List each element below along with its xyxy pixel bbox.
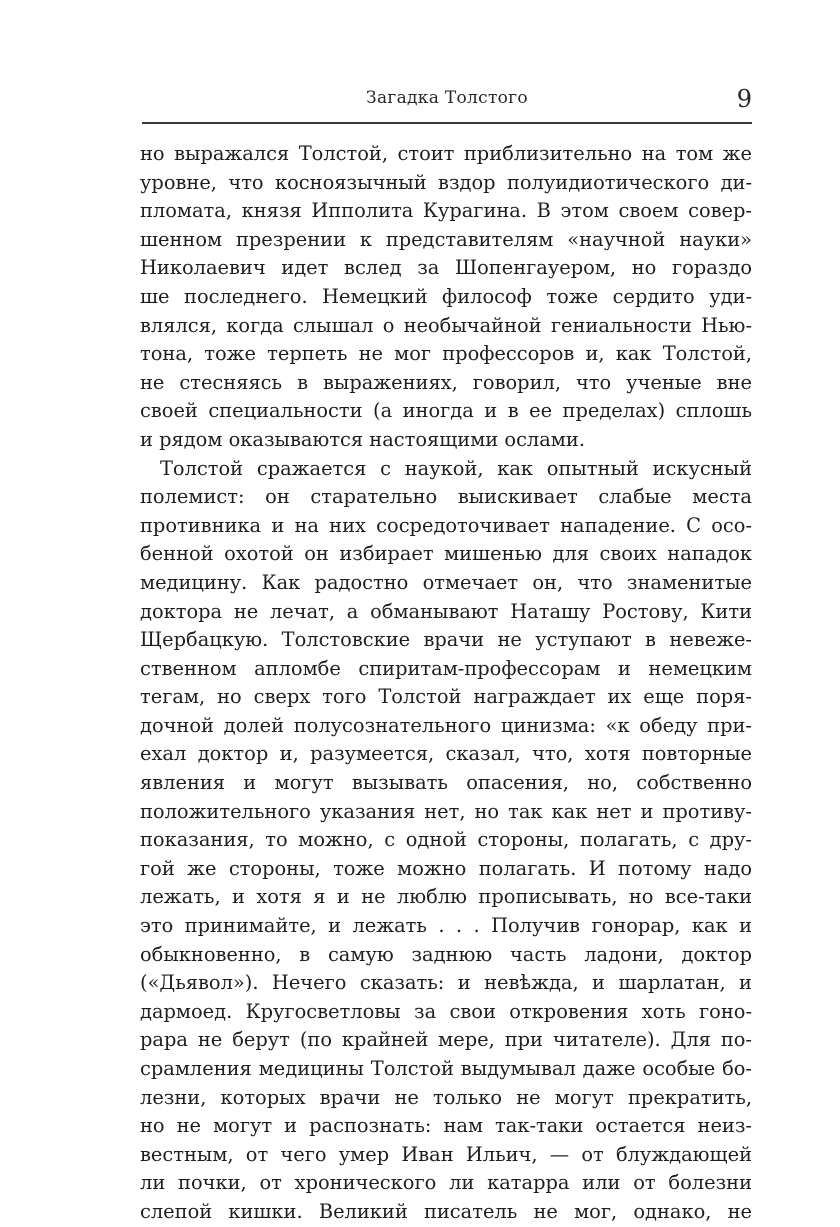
text-line: ехал доктор и, разумеется, сказал, что, хотя повторные (140, 742, 752, 766)
text-line: ственном апломбе спиритам-профессорам и немецким (140, 656, 752, 680)
page-number: 9 (736, 85, 752, 113)
text-line: это принимайте, и лежать . . . Получив гонорар, как и (140, 914, 752, 938)
running-head (142, 86, 752, 116)
text-line: но выражался Толстой, стоит приблизительно на том же (140, 142, 752, 165)
running-title: Загадка Толстого (366, 88, 528, 108)
text-line: гой же стороны, тоже можно полагать. И потому надо (140, 856, 752, 880)
text-line: вестным, от чего умер Иван Ильич, — от блуждающей (140, 1142, 752, 1166)
text-line: лезни, которых врачи не только не могут прекратить, (140, 1085, 752, 1109)
text-line: дармоед. Кругосветловы за свои откровения хоть гоно- (140, 999, 752, 1023)
header-rule (142, 122, 752, 124)
text-line: не стесняясь в выражениях, говорил, что ученые вне (140, 370, 752, 394)
text-line: дочной долей полусознательного цинизма: «к обеду при- (140, 713, 752, 737)
text-line: своей специальности (а иногда и в ее пределах) сплошь (140, 399, 752, 423)
text-line: («Дьявол»). Нечего сказать: и невѣжда, и шарлатан, и (140, 971, 752, 995)
text-line: рара не берут (по крайней мере, при читателе). Для по- (140, 1028, 752, 1052)
text-line: медицину. Как радостно отмечает он, что знаменитые (140, 570, 752, 594)
text-line: противника и на них сосредоточивает нападение. С осо- (140, 513, 752, 537)
text-line: Щербацкую. Толстовские врачи не уступают в невеже- (140, 628, 752, 652)
text-line: уровне, что косноязычный вздор полуидиотического ди- (140, 170, 752, 194)
paragraph-start-line: Толстой сражается с наукой, как опытный искусный (160, 456, 752, 480)
text-line: Николаевич идет вслед за Шопенгауером, но гораздо (140, 256, 752, 280)
text-line: слепой кишки. Великий писатель не мог, однако, не (140, 1199, 752, 1223)
text-line: показания, то можно, с одной стороны, полагать, с дру- (140, 828, 752, 852)
text-line: но не могут и распознать: нам так-таки остается неиз- (140, 1114, 752, 1138)
text-line: пломата, князя Ипполита Курагина. В этом своем совер- (140, 199, 752, 223)
text-line: тона, тоже терпеть не мог профессоров и, как Толстой, (140, 342, 752, 366)
text-line: доктора не лечат, а обманывают Наташу Ростову, Кити (140, 599, 752, 623)
text-line: лежать, и хотя я и не люблю прописывать, но все-таки (140, 885, 752, 909)
text-line: срамления медицины Толстой выдумывал даже особые бо- (140, 1057, 752, 1080)
text-line: положительного указания нет, но так как нет и противу- (140, 799, 752, 823)
text-line: ли почки, от хронического ли катарра или от болезни (140, 1171, 752, 1195)
text-line: бенной охотой он избирает мишенью для своих нападок (140, 542, 752, 566)
text-line: тегам, но сверх того Толстой награждает их еще поря- (140, 685, 752, 709)
text-line: шенном презрении к представителям «научной науки» (140, 227, 752, 251)
text-line: полемист: он старательно выискивает слабые места (140, 485, 752, 509)
text-line: ше последнего. Немецкий философ тоже сердито уди- (140, 284, 752, 308)
body-text (140, 140, 752, 1227)
text-line: обыкновенно, в самую заднюю часть ладони, доктор (140, 942, 752, 966)
text-line: явления и могут вызывать опасения, но, собственно (140, 771, 752, 795)
paragraph-end-line: и рядом оказываются настоящими ослами. (140, 427, 585, 451)
text-line: влялся, когда слышал о необычайной гениальности Нью- (140, 313, 752, 337)
